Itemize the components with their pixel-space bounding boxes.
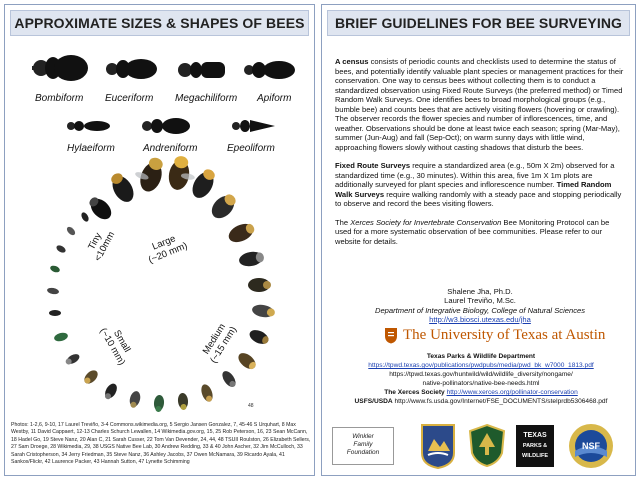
- author-block: [334, 287, 626, 324]
- nsf-logo-icon: [568, 423, 614, 469]
- bombiform-label: Bombiform: [35, 93, 84, 104]
- department: Department of Integrative Biology, College of Natural Sciences: [374, 305, 586, 315]
- photo-credits: Photos: 1-2,6, 9-10, 17 Laurel Treviño, 3-4 Commons.wikimedia.org, 5 Sergio Jansen Gonzalez, 7, 45-46 S Urquhart, 8 Max Westby, 11 David Cappaert, 12-13 Charles Schurch Lewallen, 14 Wikimedia.gov.org, 15, 25 Rob Peterson, 16, 23 Sean McCann, 18 Hadel Go, 19 Steve Nanz, 20 Alan C, 21 Sarah Cusser, 22 Tom Van Devender, 24, 44, 48 TSUII Roulston, 26 Elizabeth Sellers, 27 Sam Droege, 28 Wikimedia, 29, 38 USGS Native Bee Lab, 30 Andrew Redding, 33 & 40 John Ascher, 32 Jim McCulloch, 33 Sarah Cristopherson, 34 Jerry Friedman, 35 Steve Nanz, 36 Ashley Jacobs, 37 Owen McNamara, 39 Ricardo Ayala, 41 Sankox/Flickr, 42 Laurence Packer, 43 Hannah Sutton, 47 Lynette Schimming: [11, 422, 311, 466]
- epeoliform-silhouette: [231, 117, 277, 135]
- andreniform-label: Andreniform: [143, 143, 198, 154]
- xerces-label: The Xerces Society: [384, 389, 445, 396]
- euceriform-silhouette: [105, 57, 159, 81]
- usfws-logo-icon: [420, 423, 456, 469]
- nsf-logo-text: NSF: [582, 441, 600, 451]
- epeoliform-label: Epeoliform: [227, 143, 275, 154]
- sponsor-logos: [328, 423, 631, 471]
- hylaeiform-label: Hylaeiform: [67, 143, 115, 154]
- bee-specimen-ring: [47, 155, 276, 412]
- xerces-link[interactable]: http://www.xerces.org/pollinator-conservation: [446, 389, 578, 396]
- megachiliform-label: Megachiliform: [175, 93, 238, 104]
- ut-seal-icon: [384, 327, 398, 344]
- megachiliform-silhouette: [177, 59, 227, 81]
- small-size-label: Small (~10 mm): [97, 326, 133, 368]
- euceriform-label: Euceriform: [105, 93, 154, 104]
- tpwd-link-2[interactable]: https://tpwd.texas.gov/huntwild/wild/wildlife_diversity/nongame/: [389, 371, 573, 378]
- usfs-label: USFS/USDA: [354, 398, 393, 405]
- author-name: Shalene Jha, Ph.D.: [447, 287, 513, 296]
- ut-name: The University of Texas at Austin: [403, 327, 606, 343]
- tpwd-label: Texas Parks & Wildlife Department: [426, 353, 536, 360]
- census-paragraph: A census consists of periodic counts and checklists used to determine the status of bees, and potentially identify valuable plant species or management practices for their conservation. One way to census bees without collecting them is to conduct a standardized observation using Fixed Route Surveys (the preferred method) or Timed Random Walk Surveys. One identifies bees to broad morphological groups (e.g., bumble bee) and counts bees that are actively visiting flowers (hovering or crawling). The observer records the flower species and number of inflorescences, time, and weather. Observations should be done at least twice each season; spring (Mar-May), summer (Jun-Aug) and fall (Sep-Oct); on warm sunny days with little wind, approaching flowers slowly without casting shadows that disturb the bees.: [335, 57, 624, 152]
- bombiform-silhouette: [31, 53, 89, 83]
- tpwd-link-3[interactable]: native-pollinators/native-bee-needs.html: [422, 380, 540, 387]
- large-size-label: Large (~20 mm): [147, 233, 190, 266]
- winkler-foundation-logo: Winkler Family Foundation: [332, 427, 394, 465]
- usfs-logo-icon: [468, 423, 506, 467]
- tpwd-link-1[interactable]: https://tpwd.texas.gov/publications/pwdpubs/media/pwd_bk_w7000_1813.pdf: [368, 362, 594, 369]
- apiform-silhouette: [243, 59, 297, 81]
- bee-size-circle: [31, 155, 301, 417]
- medium-size-label: Medium (~15 mm): [200, 321, 240, 366]
- bee-shapes-panel: [4, 4, 315, 476]
- apiform-label: Apiform: [257, 93, 292, 104]
- survey-methods-paragraph: Fixed Route Surveys require a standardized area (e.g., 50m X 2m) observed for a standardized time (e.g., 30 minutes). Within this area, five 1m X 1m plots are additionally surveyed for plant species and inflorescence number. Timed Random Walk Surveys require walking randomly with a steady pace and stopping periodically to observe and record the bees visiting flowers.: [335, 161, 622, 208]
- figure-number: 48: [248, 403, 254, 409]
- usfs-link[interactable]: http://www.fs.usda.gov/Internet/FSE_DOCUMENTS/stelprdb5306468.pdf: [394, 398, 608, 405]
- tiny-size-label: Tiny <10mm: [86, 229, 118, 264]
- guidelines-title: BRIEF GUIDELINES FOR BEE SURVEYING: [327, 10, 630, 36]
- xerces-paragraph: The Xerces Society for Invertebrate Conservation Bee Monitoring Protocol can be used for a more systematic observation of bee communities. Please refer to our website for details.: [335, 217, 610, 246]
- andreniform-silhouette: [141, 117, 191, 135]
- lab-link[interactable]: http://w3.biosci.utexas.edu/jha: [429, 314, 531, 324]
- guidelines-panel: [321, 4, 636, 476]
- texas-parks-wildlife-logo: TEXAS PARKS & WILDLIFE: [516, 425, 554, 467]
- resource-links: [334, 352, 628, 406]
- guidelines-body: [335, 57, 627, 255]
- author-name: Laurel Treviño, M.Sc.: [444, 296, 516, 306]
- hylaeiform-silhouette: [67, 119, 111, 133]
- shapes-title: APPROXIMATE SIZES & SHAPES OF BEES: [10, 10, 309, 36]
- ut-austin-logo: [384, 327, 605, 344]
